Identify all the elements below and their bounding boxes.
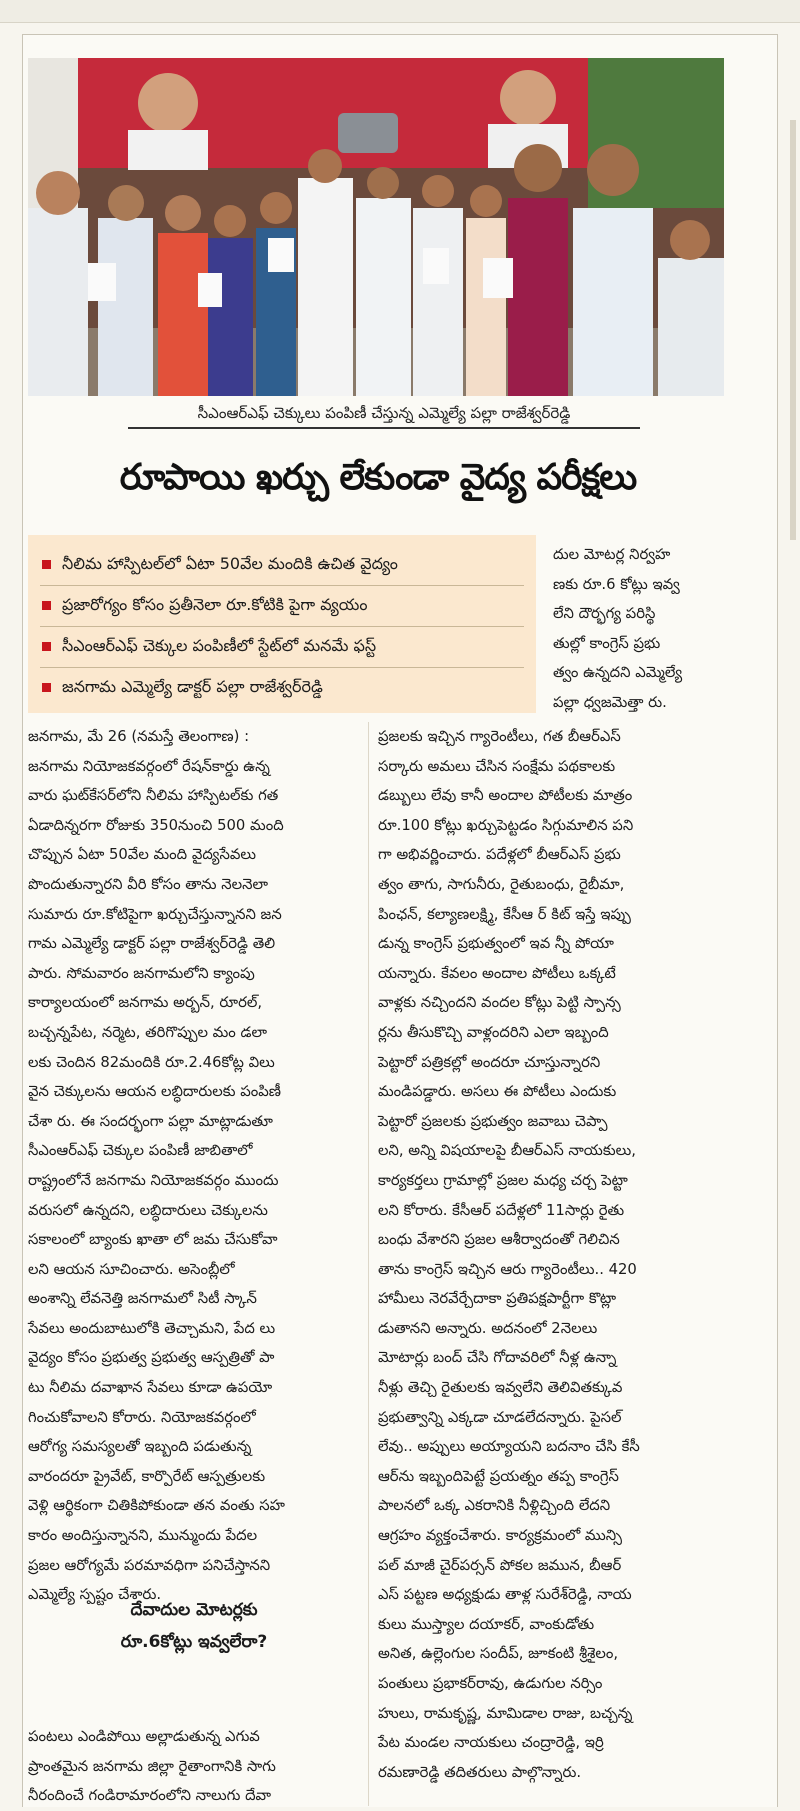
highlight-item [40, 668, 524, 708]
body-column-left-continued: పంటలు ఎండిపోయి అల్లాడుతున్న ఎగువ ప్రాంతమైన జనగామ జిల్లా రైతాంగానికి సాగు నీరందించే గండిరామారంలోని నాలుగు దేవా [28, 1728, 276, 1805]
highlight-text: నీలిమ హాస్పిటల్‌లో ఏటా 50వేల మందికి ఉచిత వైద్యం [62, 554, 398, 573]
body-column-right: ప్రజలకు ఇచ్చిన గ్యారెంటీలు, గత బీఆర్‌ఎస్ సర్కారు అమలు చేసిన సంక్షేమ పథకాలకు డబ్బులు లేవు కానీ అందాల పోటీలకు మాత్రం రూ.100 కోట్లు ఖర్చుపెట్టడం సిగ్గుమాలిన పని గా అభివర్ణించారు. పదేళ్లలో బీఆర్‌ఎస్ ప్రభు త్వం తాగు, సాగునీరు, రైతుబంధు, రైబీమా, పింఛన్, కల్యాణలక్ష్మి, కేసీఆ ర్ కిట్ ఇస్తే ఇప్పు డున్న కాంగ్రెస్ ప్రభుత్వంలో ఇవ న్నీ పోయా యన్నారు. కేవలం అందాల పోటీలు ఒక్కటే వాళ్లకు నచ్చిందని వందల కోట్లు పెట్టి స్పాన్స ర్లను తీసుకొచ్చి వాళ్లందరిని ఎలా ఇబ్బంది పెట్టారో పత్రికల్లో అందరూ చూస్తున్నారని మండిపడ్డారు. అసలు ఈ పోటీలు ఎందుకు పెట్టారో ప్రజలకు ప్రభుత్వం జవాబు చెప్పా లని, అన్ని విషయాలపై బీఆర్‌ఎస్ నాయకులు, కార్యకర్తలు గ్రామాల్లో ప్రజల మధ్య చర్చ పెట్టా లని కోరారు. కేసీఆర్ పదేళ్లలో 11సార్లు రైతు బంధు వేశారని ప్రజల ఆశీర్వాదంతో గెలిచిన తాను కాంగ్రెస్ ఇచ్చిన ఆరు గ్యారెంటీలు.. 420 హామీలు నెరవేర్చేదాకా ప్రతిపక్షపార్టీగా కొట్లా డుతానని అన్నారు. అదనంలో 2నెలలు మోటార్లు బంద్ చేసి గోదావరిలో నీళ్ల ఉన్నా నీళ్లు తెచ్చి రైతులకు ఇవ్వలేని తెలివితక్కువ ప్రభుత్వాన్ని ఎక్కడా చూడలేదన్నారు. పైసల్ లేవు.. అప్పులు అయ్యాయని బదనాం చేసి కేసీ ఆర్‌ను ఇబ్బందిపెట్టే ప్రయత్నం తప్ప కాంగ్రెస్ పాలనలో ఒక్క ఎకరానికి నీళ్లిచ్చింది లేదని ఆగ్రహం వ్యక్తంచేశారు. కార్యక్రమంలో మున్సి పల్ మాజీ చైర్‌పర్సన్ పోకల జమున, బీఆర్ ఎస్ పట్టణ అధ్యక్షుడు తాళ్ల సురేశ్‌రెడ్డి, నాయ కులు ముస్త్యాల దయాకర్, వాంకుడోతు అనిత, ఉల్లెంగుల సందీప్, జూకంటి శ్రీశైలం, పంతులు ప్రభాకర్‌రావు, ఉడుగుల నర్సిం హులు, రామకృష్ణ, మామిడాల రాజు, బచ్చన్న పేట మండల నాయకులు చంద్రారెడ్డి, ఇర్రి రమణారెడ్డి తదితరులు పాల్గొన్నారు. [378, 728, 640, 1781]
photo-caption: సీఎంఆర్‌ఎఫ్ చెక్కులు పంపిణీ చేస్తున్న ఎమ్మెల్యే పల్లా రాజేశ్వర్‌రెడ్డి [128, 399, 640, 429]
bullet-icon [42, 601, 51, 610]
highlight-item [40, 627, 524, 668]
highlight-text: ప్రజారోగ్యం కోసం ప్రతీనెలా రూ.కోటికి పైగా వ్యయం [62, 595, 368, 614]
highlights-list [28, 535, 536, 708]
highlight-item [40, 586, 524, 627]
highlight-text: జనగామ ఎమ్మెల్యే డాక్టర్ పల్లా రాజేశ్వర్‌రెడ్డి [62, 677, 323, 696]
body-column-left: జనగామ, మే 26 (నమస్తే తెలంగాణ) : జనగామ నియోజకవర్గంలో రేషన్‌కార్డు ఉన్న వారు ఘట్‌కేసర్‌లోని నీలిమ హాస్పిటల్‌కు గత ఏడాదిన్నరగా రోజుకు 350నుంచి 500 మంది చొప్పున ఏటా 50వేల మంది వైద్యసేవలు పొందుతున్నారని వీరి కోసం తాను నెలనెలా సుమారు రూ.కోటిపైగా ఖర్చుచేస్తున్నానని జన గామ ఎమ్మెల్యే డాక్టర్ పల్లా రాజేశ్వర్‌రెడ్డి తెలి పారు. సోమవారం జనగామలోని క్యాంపు కార్యాలయంలో జనగామ అర్బన్, రూరల్, బచ్చన్నపేట, నర్మెట, తరిగొప్పుల మం డలా లకు చెందిన 82మందికి రూ.2.46కోట్ల విలు వైన చెక్కులను ఆయన లబ్ధిదారులకు పంపిణీ చేశా రు. ఈ సందర్భంగా పల్లా మాట్లాడుతూ సీఎంఆర్‌ఎఫ్ చెక్కుల పంపిణీ జాబితాలో రాష్ట్రంలోనే జనగామ నియోజకవర్గం ముందు వరుసలో ఉన్నదని, లబ్ధిదారులు చెక్కులను సకాలంలో బ్యాంకు ఖాతా లో జమ చేసుకోవా లని ఆయన సూచించారు. అసెంబ్లీలో అంశాన్ని లేవనెత్తి జనగామలో సిటీ స్కాన్ సేవలు అందుబాటులోకి తెచ్చామని, పేద లు వైద్యం కోసం ప్రభుత్వ ప్రభుత్వ ఆస్పత్రితో పా టు నీలిమ దవాఖాన సేవలు కూడా ఉపయో గించుకోవాలని కోరారు. నియోజకవర్గంలో ఆరోగ్య సమస్యలతో ఇబ్బంది పడుతున్న వారందరూ ప్రైవేట్, కార్పొరేట్ ఆస్పత్రులకు వెళ్లి ఆర్థికంగా చితికిపోకుండా తన వంతు సహ కారం అందిస్తున్నానని, మున్ముందు పేదల ప్రజల ఆరోగ్యమే పరమావధిగా పనిచేస్తానని ఎమ్మెల్యే స్పష్టం చేశారు. [28, 728, 285, 1604]
column-divider [368, 722, 369, 1806]
cropped-previous-article-strip [0, 0, 800, 23]
body-column-top-right: దుల మోటర్ల నిర్వహ ణకు రూ.6 కోట్లు ఇవ్వ లేని దౌర్భగ్య పరిస్థి తుల్లో కాంగ్రెస్ ప్రభు త్వం ఉన్నదని ఎమ్మెల్యే పల్లా ధ్వజమెత్తా రు. [553, 546, 683, 711]
subheading: దేవాదుల మోటర్లకు రూ.6కోట్లు ఇవ్వలేరా? [120, 1600, 268, 1652]
group-photo-illustration [28, 58, 724, 396]
bullet-icon [42, 683, 51, 692]
bullet-icon [42, 642, 51, 651]
bullet-icon [42, 560, 51, 569]
highlights-box [28, 535, 536, 713]
article-headline: రూపాయి ఖర్చు లేకుండా వైద్య పరీక్షలు [119, 457, 637, 498]
highlight-item [40, 545, 524, 586]
page-edge-bar [790, 120, 796, 540]
group-photo [28, 58, 724, 396]
highlight-text: సీఎంఆర్‌ఎఫ్ చెక్కుల పంపిణీలో స్టేట్‌లో మనమే ఫస్ట్ [62, 636, 377, 655]
